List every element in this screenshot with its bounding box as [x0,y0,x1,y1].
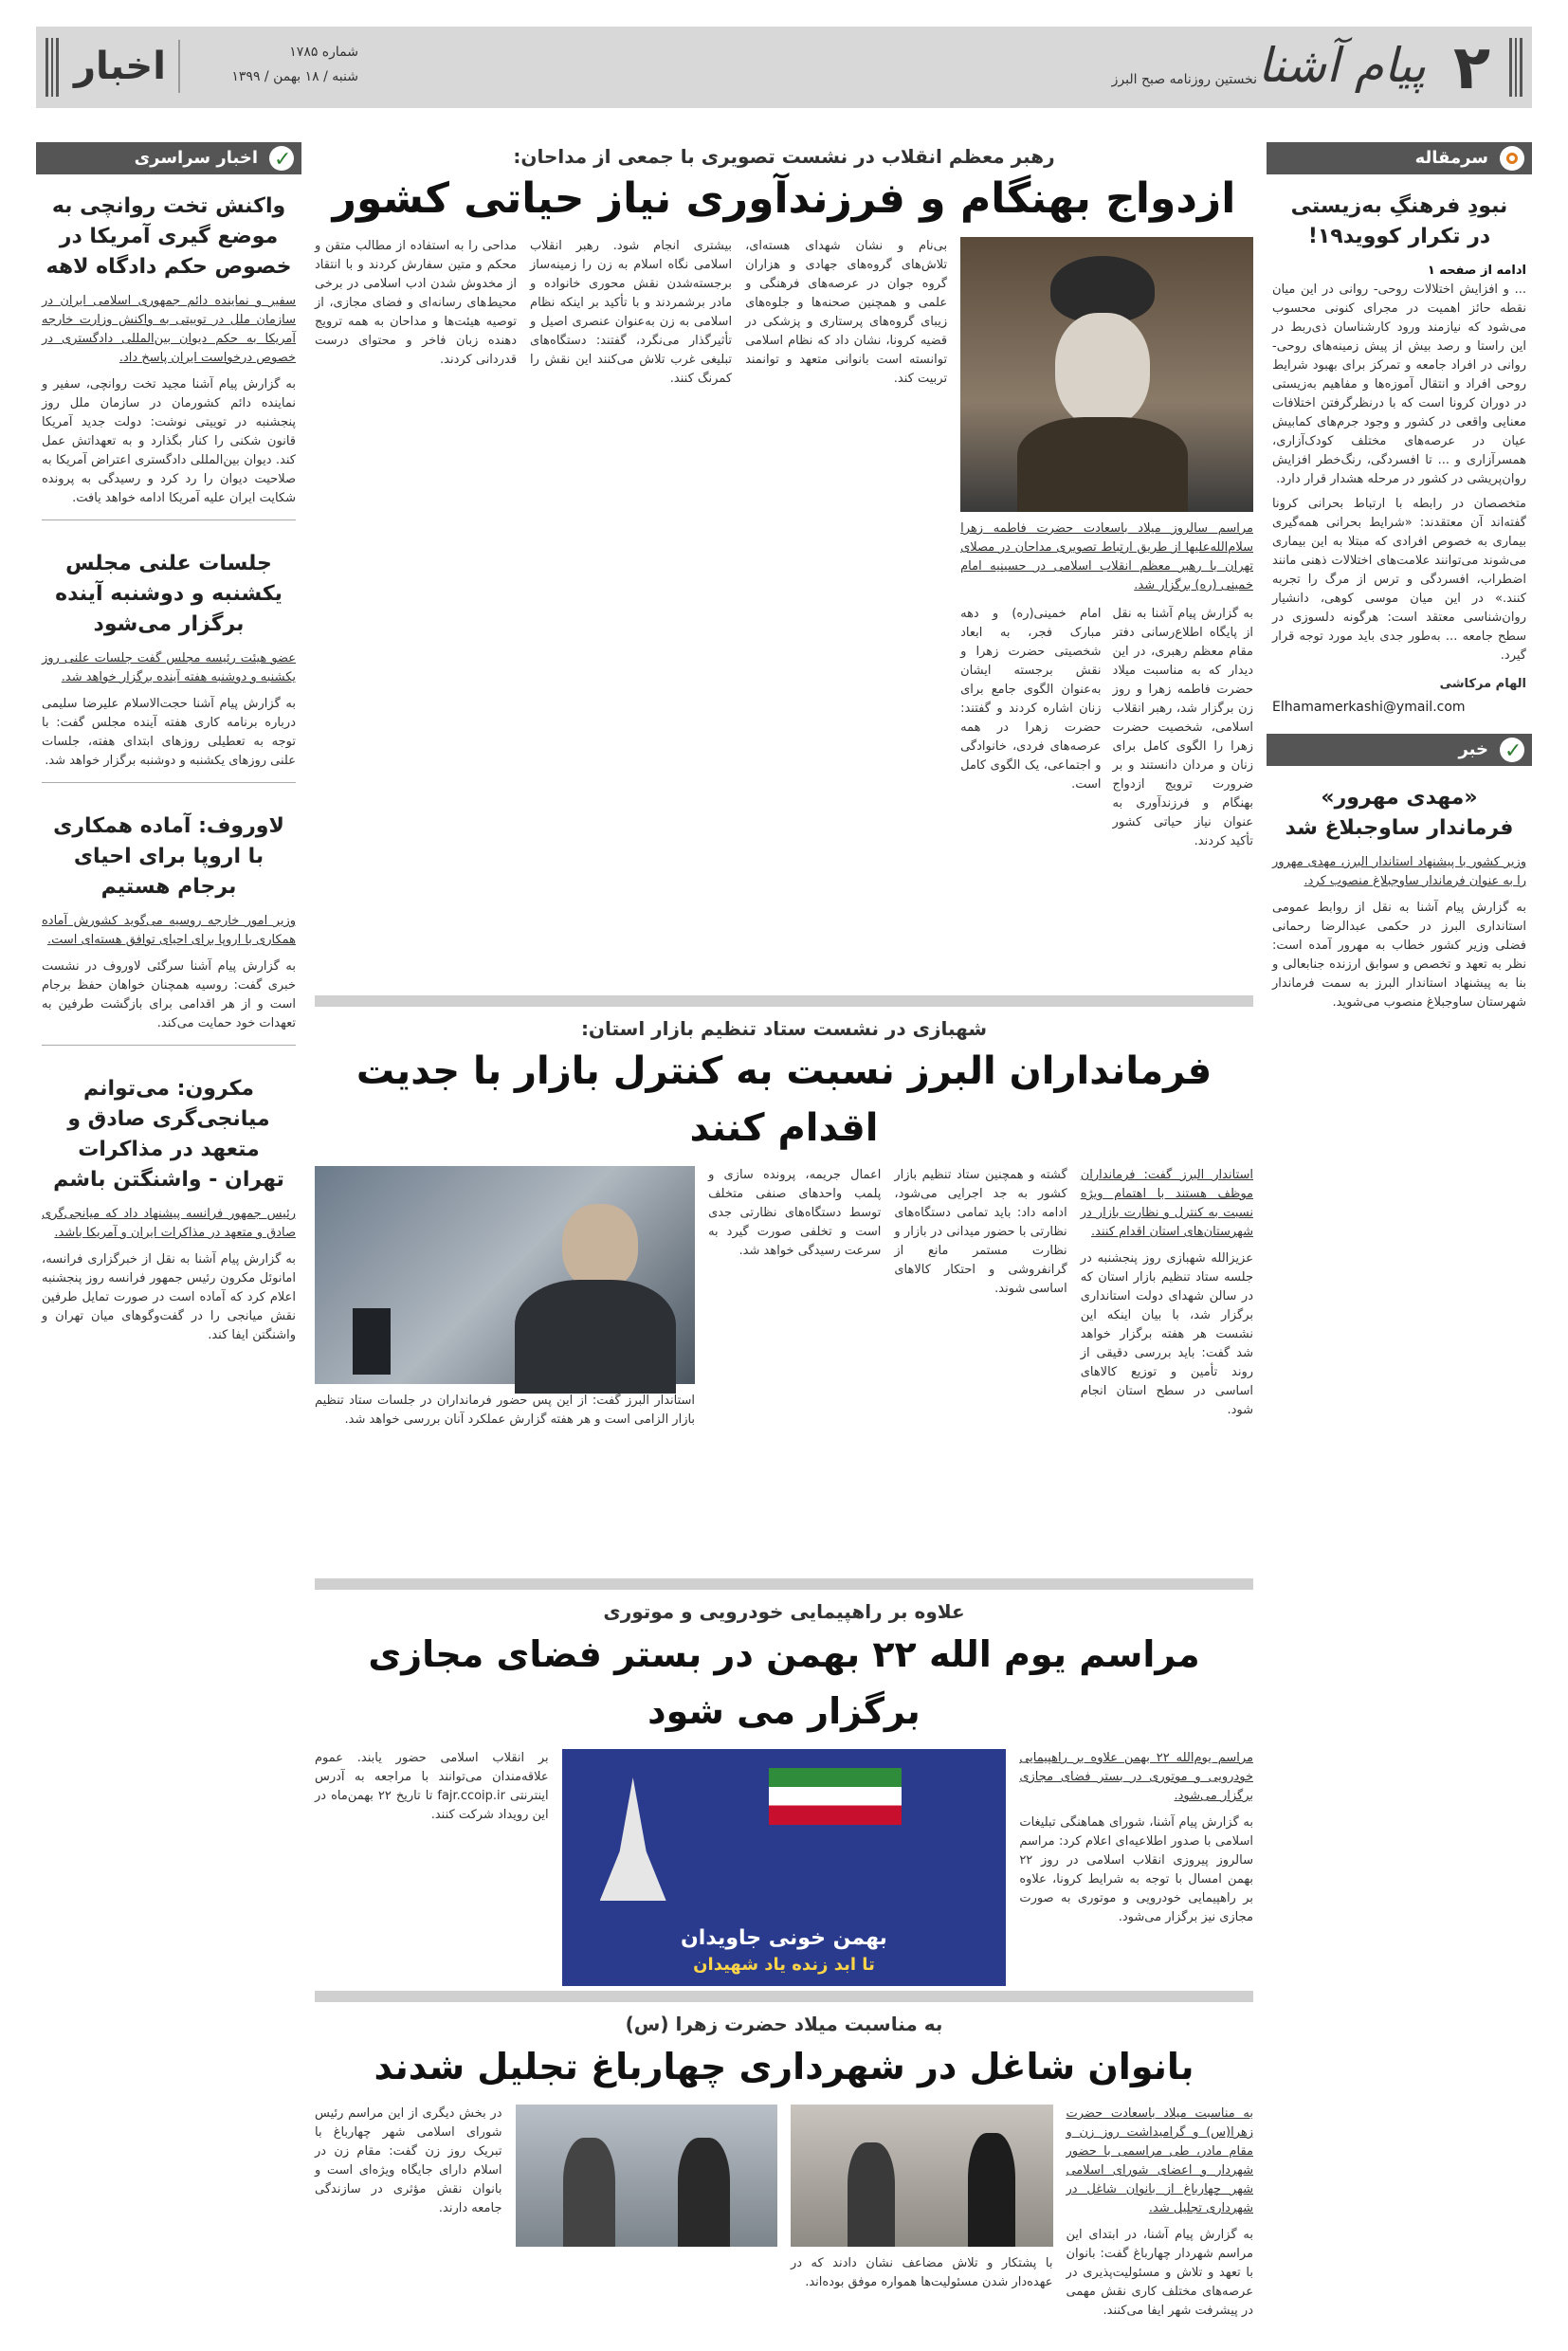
news-item [36,1057,301,1345]
article-kicker: به مناسبت میلاد حضرت زهرا (س) [625,2013,943,2035]
news-label: خبر [1458,739,1488,759]
article-text: بر انقلاب اسلامی حضور یابند. عموم علاقه‌مندان می‌توانند با مراجعه به آدرس اینترنتی fajr.ccoip.ir تا تاریخ ۲۲ بهمن‌ماه در این رویداد شرکت کنند. [314,1751,549,1822]
article-text: با پشتکار و تلاش مضاعف نشان دادند که در عهده‌دار شدن مسئولیت‌ها همواره موفق بوده‌اند. [791,2256,1053,2289]
speaker-suit [515,1280,676,1394]
article-lead: استاندار البرز گفت: فرمانداران موظف هستند با اهتمام ویژه نسبت به کنترل و نظارت بازار در شهرستان‌های استان اقدام کنند. [1080,1168,1253,1239]
article-text: در بخش دیگری از این مراسم رئیس شورای اسلامی شهر چهارباغ با تبریک روز زن گفت: مقام زن در اسلام دارای جایگاه ویژه‌ای است و بانوان نقش مؤثری در سازندگی جامعه دارند. [315,2106,502,2215]
article-text: به گزارش پیام آشنا، در ابتدای این مراسم شهردار چهارباغ گفت: بانوان با تعهد و تلاش و مسئولیت‌پذیری در عرصه‌های مختلف کاری نقش مهمی در پیشرفت شهر ایفا می‌کنند. [1066,2228,1253,2318]
left-sidebar [36,142,301,1345]
article-text: گشته و همچنین ستاد تنظیم بازار کشور به جد اجرایی می‌شود، ادامه داد: باید تمامی دستگاه‌های نظارتی با حضور میدانی در بازار و نظارت مستمر مانع از گرانفروشی و احتکار کالاهای اساسی شوند. [894,1168,1067,1296]
section-divider [315,1578,1253,1590]
masthead-bars-left [46,38,59,97]
news-item [36,532,301,771]
article-headline: ازدواج بهنگام و فرزندآوری نیاز حیاتی کشور [332,174,1236,223]
article-column [1081,1166,1253,1430]
sub-columns [960,605,1253,851]
news-item-title: مکرون: می‌توانم میانجی‌گری صادق و متعهد در مذاکرات تهران - واشنگتن باشم [53,1077,284,1192]
divider [42,519,296,520]
article-text: مداحی را به استفاده از مطالب متقن و محکم و متین سفارش کردند و با انتقاد از مخدوش شدن ادب اسلامی در برخی محیط‌های رسانه‌ای و فضای مجازی، از توصیه هیئت‌ها و مداحان به همه ترویج دهنده زبان فاخر و محتوای درست قدردانی کردند. [315,239,518,367]
face-shape [1055,313,1150,427]
news-title: «مهدی مهرور» فرماندار ساوجبلاغ شد [1285,786,1514,840]
editorial-body: ... و افزایش اختلالات روحی- روانی در این میان نقطه حائز اهمیت در مجرای کنونی محسوب می‌شود که نیازمند ورود کارشناسان ذی‌ربط در این راستا و رصد بیش از پیش زمینه‌های روحی- روانی در افراد جامعه و تمرکز برای بهبود شرایط روحی افراد و انتقال آموزه‌ها و مفاهیم به‌زیستی در دوران کرونا است که با درنظرگرفتن اختلافات معنایی واقعی در کشور و وجود جرم‌های کمابیش عیان در عرصه‌های مختلف کودک‌آزاری، همسرآزاری و ... تا افسردگی، رنگ‌خطر افزایش روان‌پریشی در کشور در مرحله هشدار قرار دارد. [1272,282,1526,486]
bahman-banner [562,1749,1007,1986]
news-item-body: به گزارش پیام آشنا مجید تخت روانچی، سفیر و نماینده دائم کشورمان در سازمان ملل روز پنجشنبه در توییتی نوشت: دولت جدید آمریکا قانون شکنی را کنار بگذارد و به تعهداتش عمل کند. دیوان بین‌المللی دادگستری اعتراض آمریکا به صلاحیت دیوان را رد کرد و رسیدگی به پرونده شکایت ایران علیه آمریکا ادامه خواهد یافت. [42,377,296,505]
article-market [315,1014,1253,1564]
article-column [1019,1749,1253,1986]
issue-info [197,40,358,89]
news-item-lead: سفیر و نماینده دائم جمهوری اسلامی ایران در سازمان ملل در توییتی به واکنش وزارت خارجه آمریکا به حکم دیوان بین‌المللی دادگستری در خصوص درخواست ایران پاسخ داد. [42,294,296,365]
editorial-header [1267,142,1532,174]
issue-date: شنبه / ۱۸ بهمن / ۱۳۹۹ [231,69,358,84]
divider [42,782,296,783]
article-kicker: علاوه بر راهپیمایی خودرویی و موتوری [603,1600,965,1623]
article-text: امام خمینی(ره) و دهه مبارک فجر، به ابعاد شخصیتی حضرت زهرا و نقش برجسته ایشان به‌عنوان الگوی جامع برای زنان اشاره کردند و گفتند: حضرت زهرا در همه عرصه‌های فردی، خانوادگی و اجتماعی، یک الگوی کامل است. [960,607,1102,792]
article-kicker: رهبر معظم انقلاب در نشست تصویری با جمعی از مداحان: [513,145,1055,168]
news-item-lead: رئیس جمهور فرانسه پیشنهاد داد که میانجی‌گری صادق و متعهد در مذاکرات ایران و آمریکا باشد. [42,1207,296,1240]
article-text: بیشتری انجام شود. رهبر انقلاب اسلامی نگاه اسلام به زن را زمینه‌ساز برجسته‌شدن نقش محوری خانواده و مادر برشمردند و با تأکید بر اینکه نظام اسلامی به زن به‌عنوان عنصری اصیل و تأثیرگذار می‌نگرد، گفتند: دستگاه‌های تبلیغی غرب تلاش می‌کنند این نقش را کمرنگ کنند. [530,239,733,386]
news-body: به گزارش پیام آشنا به نقل از روابط عمومی استانداری البرز در حکمی عبدالرضا رحمانی فضلی وزیر کشور خطاب به مهرور آمده است: نظر به تعهد و تخصص و سوابق ارزنده جنابعالی و بنا به پیشنهاد استاندار البرز به سمت فرماندار شهرستان ساوجبلاغ منصوب می‌شوید. [1272,901,1526,1010]
article-lead: به مناسبت میلاد باسعادت حضرت زهرا(س) و گرامیداشت روز زن و مقام مادر، طی مراسمی با حضور شهردار و اعضای شورای اسلامی شهر چهارباغ از بانوان شاغل در شهرداری تجلیل شد. [1066,2106,1253,2215]
article-text: بی‌نام و نشان شهدای هسته‌ای، تلاش‌های گروه‌های جهادی و هزاران گروه جوان در عرصه‌های فرهنگی و علمی و همچنین صحنه‌ها و جلوه‌های زیبای گروه‌های پرستاری و پزشکی در قضیه کرونا، نشان داد که نظام اسلامی توانسته است بانوانی متعهد و توانمند تربیت کند. [745,239,948,386]
section-divider [315,995,1253,1007]
news-item-title: واکنش تخت روانچی به موضع گیری آمریکا در خصوص حکم دادگاه لاهه [46,194,292,279]
news-item-body: به گزارش پیام آشنا سرگئی لاوروف در نشست خبری گفت: روسیه همچنان خواهان حفظ برجام است و از هر اقدامی برای بازگشت طرفین به تعهدات خود حمایت می‌کند. [42,959,296,1030]
meeting-photo [315,1166,695,1384]
section-divider [315,1991,1253,2002]
photo-caption: مراسم سالروز میلاد باسعادت حضرت فاطمه زهرا سلام‌الله‌علیها از طریق ارتباط تصویری مداحان در مصلای تهران با رهبر معظم انقلاب اسلامی در حسینیه امام خمینی (ره) برگزار شد. [960,521,1253,592]
microphone-shape [353,1308,391,1375]
flag-shape [769,1768,902,1825]
news-item-title: لاوروف: آماده همکاری با اروپا برای احیای برجام هستیم [53,814,284,899]
article-kicker: شهبازی در نشست ستاد تنظیم بازار استان: [580,1017,988,1040]
article-text: استاندار البرز گفت: از این پس حضور فرمانداران در جلسات ستاد تنظیم بازار الزامی است و هر هفته گزارش عملکرد آنان بررسی خواهد شد. [314,1394,696,1427]
news-lead: وزیر کشور با پیشنهاد استاندار البرز، مهدی مهرور را به عنوان فرماندار ساوجبلاغ منصوب کرد. [1272,855,1526,888]
national-news-header [36,142,301,174]
person-shape [968,2133,1015,2247]
article-columns [315,2105,1253,2321]
article-lead: مراسم یوم‌الله ۲۲ بهمن علاوه بر راهپیمایی خودرویی و موتوری در بستر فضای مجازی برگزار می‌شود. [1019,1751,1253,1803]
article-headline: مراسم یوم الله ۲۲ بهمن در بستر فضای مجازی برگزار می شود [368,1633,1200,1732]
article-text: عزیزالله شهبازی روز پنجشنبه در جلسه ستاد تنظیم بازار استان که در سالن شهدای دولت استانداری برگزار شد، با بیان اینکه این نشست هر هفته برگزار خواهد شد گفت: باید بررسی دقیقی از روند تأمین و توزیع کالاهای اساسی در سطح استان انجام شود. [1080,1251,1253,1417]
check-icon [269,146,294,171]
news-item-lead: وزیر امور خارجه روسیه می‌گوید کشورش آماده همکاری با اروپا برای احیای توافق هسته‌ای است. [42,914,296,947]
news-item [36,794,301,1033]
article-columns [315,1166,1253,1430]
article-columns [315,237,1253,851]
news-item-body: به گزارش پیام آشنا به نقل از خبرگزاری فرانسه، امانوئل مکرون رئیس جمهور فرانسه روز پنجشنبه اعلام کرد که آماده است در صورت تمایل طرفین نقش میانجی را در گفت‌وگوهای میان تهران و واشنگتن ایفا کند. [42,1252,296,1342]
news-item-body: به گزارش پیام آشنا حجت‌الاسلام علیرضا سلیمی درباره برنامه کاری هفته آینده مجلس گفت: با توجه به تعطیلی روزهای ابتدای هفته، جلسات علنی روزهای یکشنبه و دوشنبه برگزار خواهد شد. [42,697,296,768]
right-sidebar [1267,142,1532,1012]
target-icon [1500,146,1524,171]
photo-column [791,2105,1053,2321]
article-headline: بانوان شاغل در شهرداری چهارباغ تجلیل شدند [374,2046,1194,2087]
editorial-continued: ادامه از صفحه ۱ [1427,264,1526,278]
photo-column [516,2105,778,2321]
banner-line-1: بهمن خونی جاویدان [681,1926,887,1950]
news-header [1267,734,1532,766]
banner-column [562,1749,1007,1986]
masthead [36,27,1532,108]
article-column [1067,2105,1254,2321]
brand-logo: پیام آشنا [1257,38,1426,93]
robe-shape [1017,417,1188,512]
divider [42,1045,296,1046]
azadi-tower-shape [600,1777,666,1901]
article-headline: فرمانداران البرز نسبت به کنترل بازار با جدیت اقدام کنند [356,1049,1212,1150]
news-item [36,174,301,508]
editorial-author: الهام مرکاشی [1439,677,1526,691]
speaker-face [562,1204,638,1289]
editorial-label: سرمقاله [1414,148,1488,168]
article-women [315,2010,1253,2351]
national-news-label: اخبار سراسری [134,148,258,168]
article-columns [315,1749,1253,1986]
page-number: ۲ [1452,33,1490,103]
leader-photo [960,237,1253,512]
person-shape [678,2138,730,2247]
editorial-body-2: متخصصان در رابطه با ارتباط بحرانی کرونا گفته‌اند آن معتقدند: «شرایط بحرانی همه‌گیری بیماری به خصوص افرادی که مبتلا به این بیماری می‌شوند می‌توانند علامت‌های اختلالات ذهنی مانند اضطراب، افسردگی و ترس از مرگ را تجربه کنند.» در این میان موسی کوهی، دانشیار روان‌شناسی معتقد است: هرگونه دلسوزی در سطح جامعه ... به‌طور جدی باید مورد توجه قرار گیرد. [1272,497,1526,663]
section-name: اخبار [74,45,166,88]
article-text: به گزارش پیام آشنا، شورای هماهنگی تبلیغات اسلامی با صدور اطلاعیه‌ای اعلام کرد: مراسم سالروز پیروزی انقلاب اسلامی در روز ۲۲ بهمن امسال با توجه به شرایط کرونا، علاوه بر راهپیمایی خودرویی و موتوری به صورت مجازی نیز برگزار می‌شود. [1019,1815,1253,1924]
article-bahman [315,1597,1253,1977]
issue-number: شماره ۱۷۸۵ [289,45,358,60]
banner-line-2: تا ابد زنده یاد شهیدان [693,1955,875,1975]
news-item-lead: عضو هیئت رئیسه مجلس گفت جلسات علنی روز یکشنبه و دوشنبه هفته آینده برگزار خواهد شد. [42,651,296,684]
person-shape [563,2138,615,2247]
photo-column [315,1166,695,1430]
issue-divider [178,40,180,93]
masthead-bars-right [1509,38,1522,97]
person-shape [848,2142,895,2247]
article-text: به گزارش پیام آشنا به نقل از پایگاه اطلاع‌رسانی دفتر مقام معظم رهبری، در این دیدار که به مناسبت میلاد حضرت فاطمه زهرا و روز زن برگزار شد، رهبر انقلاب اسلامی، شخصیت حضرت زهرا را الگوی کامل برای زنان و مردان دانستند و بر ضرورت ترویج ازدواج بهنگام و فرزندآوری به عنوان نیاز حیاتی کشور تأکید کردند. [1112,607,1253,848]
news-item-title: جلسات علنی مجلس یکشنبه و دوشنبه آینده برگزار می‌شود [55,552,283,636]
article-leader [315,142,1253,976]
article-text: اعمال جریمه، پرونده سازی و پلمب واحدهای صنفی متخلف توسط دستگاه‌های نظارتی جدی است و تخلفی صورت گیرد به سرعت رسیدگی خواهد شد. [708,1168,882,1258]
editorial-title: نبودِ فرهنگِ به‌زیستی در تکرار کووید۱۹! [1290,194,1508,248]
brand-subtitle: نخستین روزنامه صبح البرز [1111,72,1257,87]
photo-column [960,237,1253,851]
ceremony-photo-2 [516,2105,778,2247]
ceremony-photo-1 [791,2105,1053,2247]
check-icon [1500,738,1524,762]
editorial-email: Elhamamerkashi@ymail.com [1272,700,1466,715]
